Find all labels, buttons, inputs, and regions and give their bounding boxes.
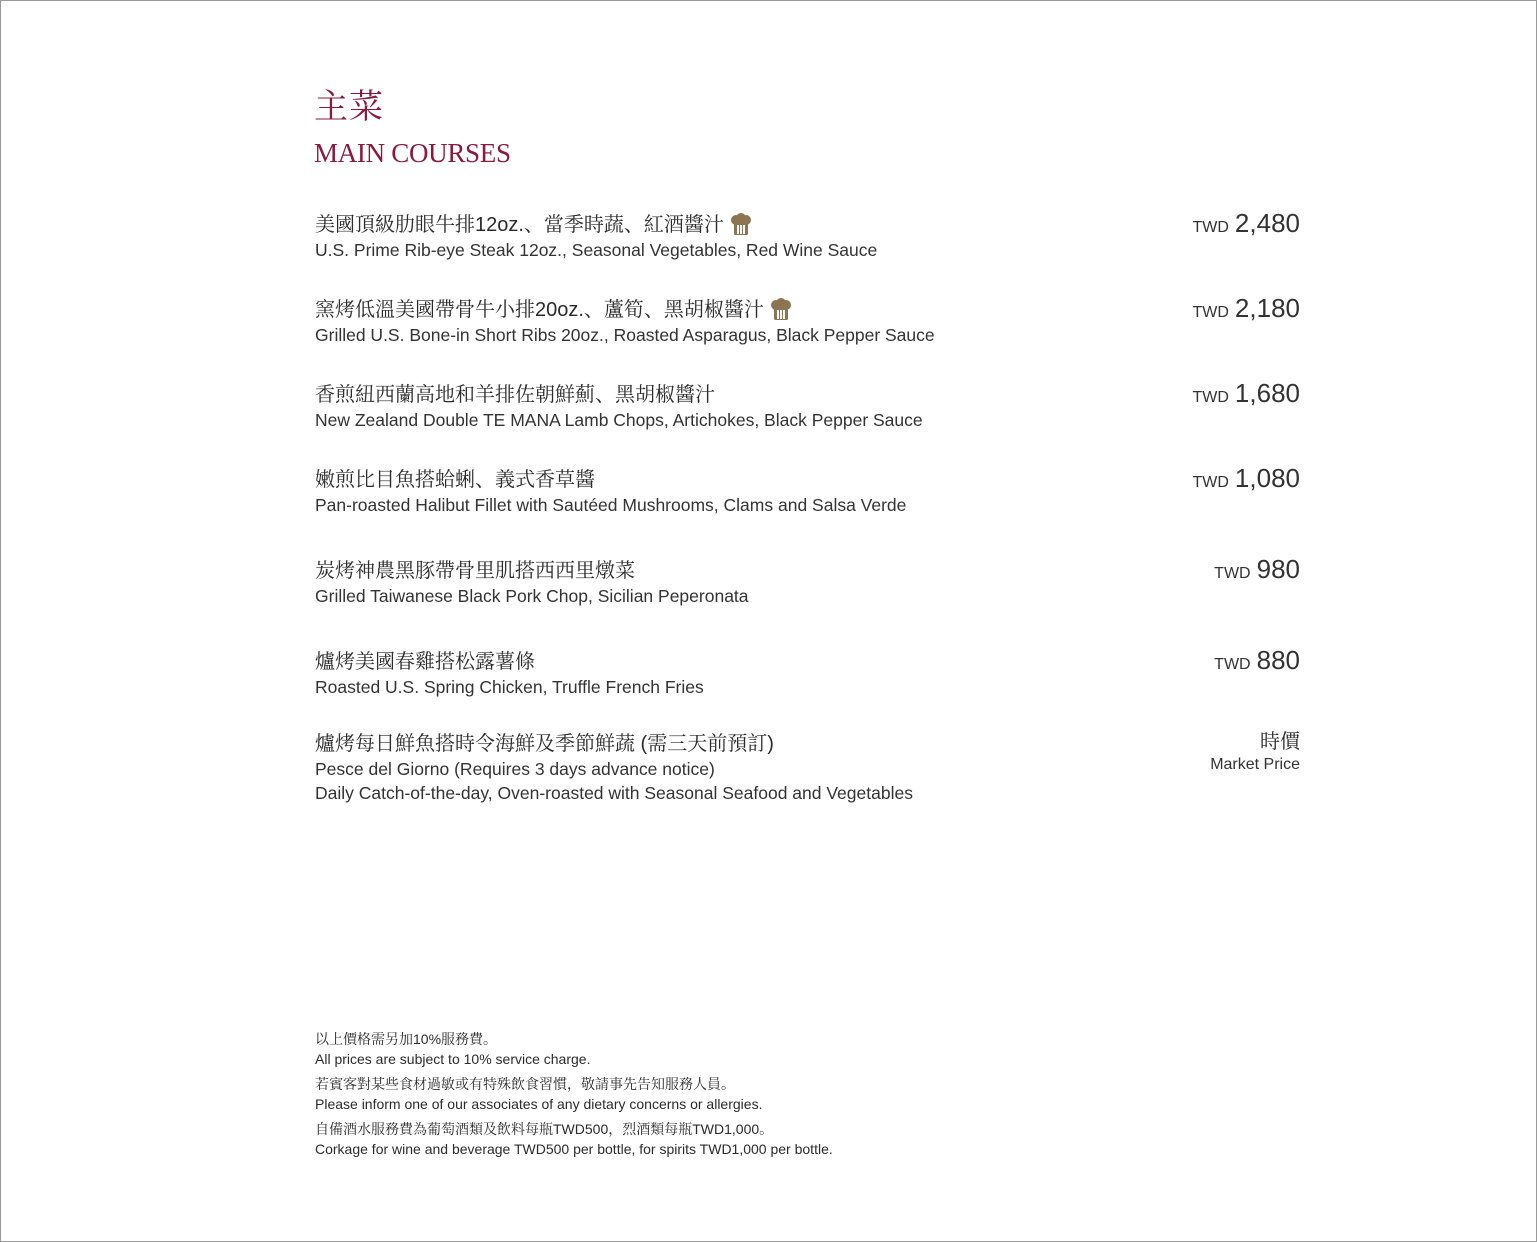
item-price xyxy=(1214,554,1300,585)
section-title-en: MAIN COURSES xyxy=(314,138,511,168)
menu-item xyxy=(315,645,1300,699)
item-name-zh: 炭烤神農黑豚帶骨里肌搭西西里燉菜 xyxy=(315,560,635,582)
menu-item xyxy=(315,208,1300,262)
price-value: 2,480 xyxy=(1234,208,1300,238)
footnote-zh: 若賓客對某些食材過敏或有特殊飲食習慣，敬請事先告知服務人員。 xyxy=(315,1076,735,1092)
item-name-zh: 爐烤美國春雞搭松露薯條 xyxy=(315,651,535,673)
menu-item xyxy=(315,554,1300,608)
item-price xyxy=(1210,729,1300,775)
item-name-en: U.S. Prime Rib-eye Steak 12oz., Seasonal Vegetables, Red Wine Sauce xyxy=(315,240,878,260)
price-value: 1,080 xyxy=(1234,463,1300,493)
market-price-en: Market Price xyxy=(1210,756,1300,773)
footnote-zh: 自備酒水服務費為葡萄酒類及飲料每瓶TWD500，烈酒類每瓶TWD1,000。 xyxy=(315,1121,774,1137)
footnote xyxy=(315,1120,833,1159)
item-name-zh: 窯烤低溫美國帶骨牛小排20oz.、蘆筍、黑胡椒醬汁 xyxy=(315,299,764,321)
item-price xyxy=(1192,208,1300,239)
item-price xyxy=(1192,463,1300,494)
price-currency: TWD xyxy=(1192,219,1229,236)
footnote xyxy=(315,1075,833,1114)
item-name-zh: 美國頂級肋眼牛排12oz.、當季時蔬、紅酒醬汁 xyxy=(315,214,724,236)
menu-item xyxy=(315,731,1300,805)
footnotes xyxy=(315,1030,833,1165)
item-name-en: Pesce del Giorno (Requires 3 days advance notice) xyxy=(315,759,715,779)
price-currency: TWD xyxy=(1214,656,1251,673)
price-value: 2,180 xyxy=(1234,293,1300,323)
menu-item xyxy=(315,463,1300,517)
menu-item xyxy=(315,378,1300,432)
market-price-zh: 時價 xyxy=(1260,731,1300,753)
menu-item xyxy=(315,293,1300,347)
item-name-en: Grilled U.S. Bone-in Short Ribs 20oz., Roasted Asparagus, Black Pepper Sauce xyxy=(315,325,935,345)
item-name-zh: 嫩煎比目魚搭蛤蜊、義式香草醬 xyxy=(315,469,595,491)
section-title-zh: 主菜 xyxy=(314,89,384,126)
chef-hat-icon xyxy=(770,298,792,322)
item-name-zh: 爐烤每日鮮魚搭時令海鮮及季節鮮蔬 (需三天前預訂) xyxy=(315,733,774,755)
item-name-en: New Zealand Double TE MANA Lamb Chops, Artichokes, Black Pepper Sauce xyxy=(315,410,923,430)
item-name-en: Grilled Taiwanese Black Pork Chop, Sicilian Peperonata xyxy=(315,586,749,606)
footnote xyxy=(315,1030,833,1069)
item-name-en: Pan-roasted Halibut Fillet with Sautéed Mushrooms, Clams and Salsa Verde xyxy=(315,495,907,515)
item-name-en: Roasted U.S. Spring Chicken, Truffle French Fries xyxy=(315,677,704,697)
item-description-en: Daily Catch-of-the-day, Oven-roasted with Seasonal Seafood and Vegetables xyxy=(315,783,913,803)
price-currency: TWD xyxy=(1192,389,1229,406)
item-price xyxy=(1214,645,1300,676)
price-currency: TWD xyxy=(1214,565,1251,582)
price-currency: TWD xyxy=(1192,304,1229,321)
footnote-en: Corkage for wine and beverage TWD500 per bottle, for spirits TWD1,000 per bottle. xyxy=(315,1140,833,1157)
item-price xyxy=(1192,378,1300,409)
footnote-en: Please inform one of our associates of any dietary concerns or allergies. xyxy=(315,1095,763,1112)
chef-hat-icon xyxy=(730,213,752,237)
footnote-zh: 以上價格需另加10%服務費。 xyxy=(315,1031,498,1047)
price-value: 1,680 xyxy=(1234,378,1300,408)
section-heading xyxy=(314,88,511,170)
price-value: 880 xyxy=(1256,645,1300,675)
item-price xyxy=(1192,293,1300,324)
price-currency: TWD xyxy=(1192,474,1229,491)
item-name-zh: 香煎紐西蘭高地和羊排佐朝鮮薊、黑胡椒醬汁 xyxy=(315,384,715,406)
footnote-en: All prices are subject to 10% service charge. xyxy=(315,1050,591,1067)
price-value: 980 xyxy=(1256,554,1300,584)
